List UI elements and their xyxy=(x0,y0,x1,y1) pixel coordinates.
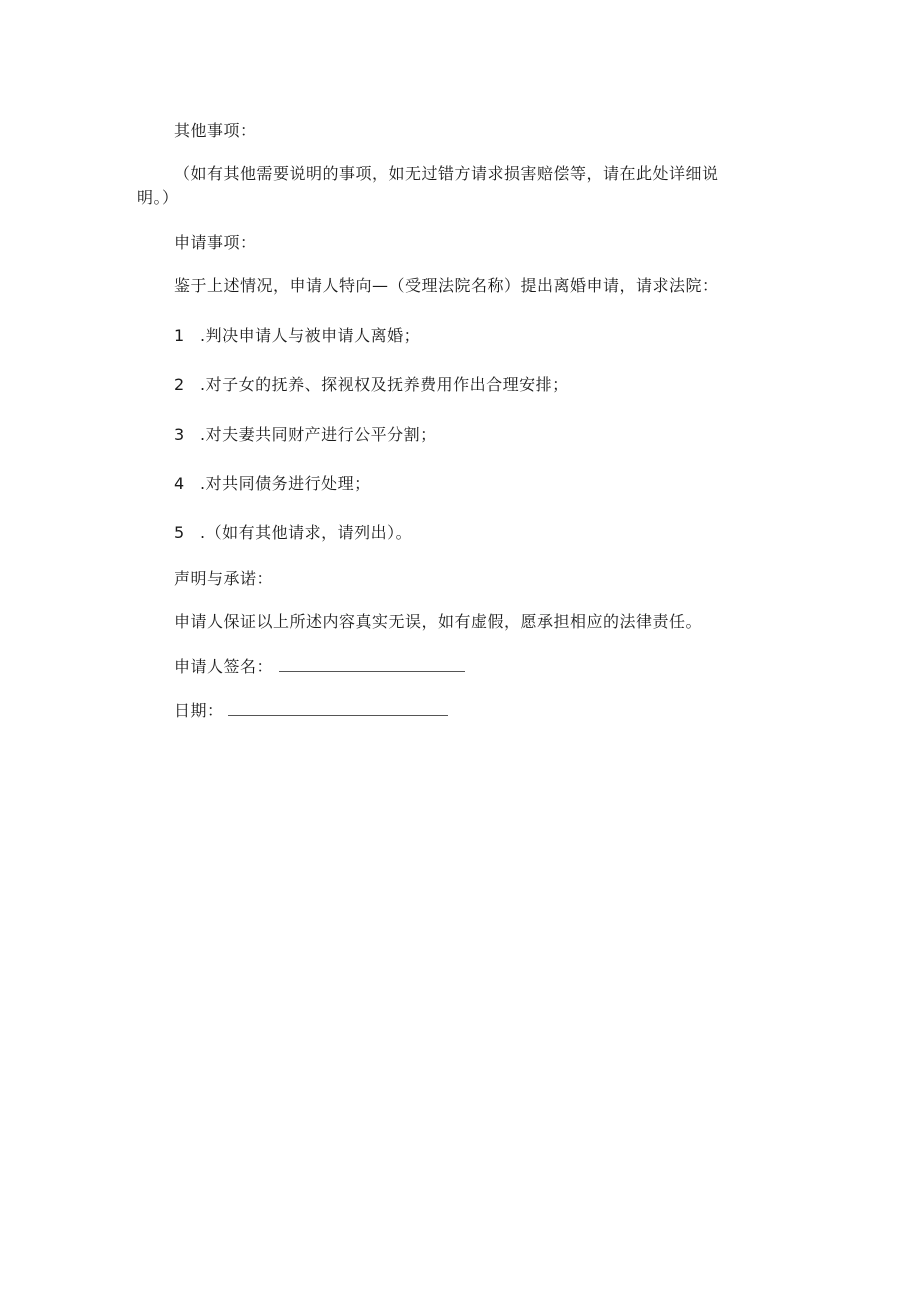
request-item-5 xyxy=(174,521,412,545)
request-item-text: .判决申请人与被申请人离婚； xyxy=(200,326,421,345)
other-matters-note-line1: （如有其他需要说明的事项，如无过错方请求损害赔偿等，请在此处详细说 xyxy=(174,164,719,183)
signature-field[interactable] xyxy=(279,655,465,672)
date-label: 日期： xyxy=(174,701,224,720)
request-item-text: .（如有其他请求，请列出）。 xyxy=(200,523,413,542)
signature-label: 申请人签名： xyxy=(174,657,274,676)
request-item-1 xyxy=(174,324,420,348)
request-item-text: .对共同债务进行处理； xyxy=(200,474,371,493)
request-item-number: 4 xyxy=(174,474,185,493)
request-item-number: 1 xyxy=(174,326,185,345)
declaration-text: 申请人保证以上所述内容真实无误，如有虚假，愿承担相应的法律责任。 xyxy=(174,612,703,631)
request-item-3 xyxy=(174,423,437,447)
other-matters-heading: 其他事项： xyxy=(174,121,257,140)
requests-heading: 申请事项： xyxy=(174,233,257,252)
request-item-2 xyxy=(174,373,569,397)
date-row xyxy=(174,699,448,723)
request-item-number: 3 xyxy=(174,425,185,444)
request-item-number: 2 xyxy=(174,375,185,394)
request-item-text: .对夫妻共同财产进行公平分割； xyxy=(200,425,437,444)
request-item-4 xyxy=(174,472,371,496)
signature-row xyxy=(174,655,465,679)
request-item-text: .对子女的抚养、探视权及抚养费用作出合理安排； xyxy=(200,375,569,394)
other-matters-note-line2: 明。） xyxy=(137,188,179,207)
date-field[interactable] xyxy=(228,699,448,716)
request-item-number: 5 xyxy=(174,523,185,542)
requests-intro: 鉴于上述情况，申请人特向—（受理法院名称）提出离婚申请，请求法院： xyxy=(174,276,719,295)
declaration-heading: 声明与承诺： xyxy=(174,569,274,588)
